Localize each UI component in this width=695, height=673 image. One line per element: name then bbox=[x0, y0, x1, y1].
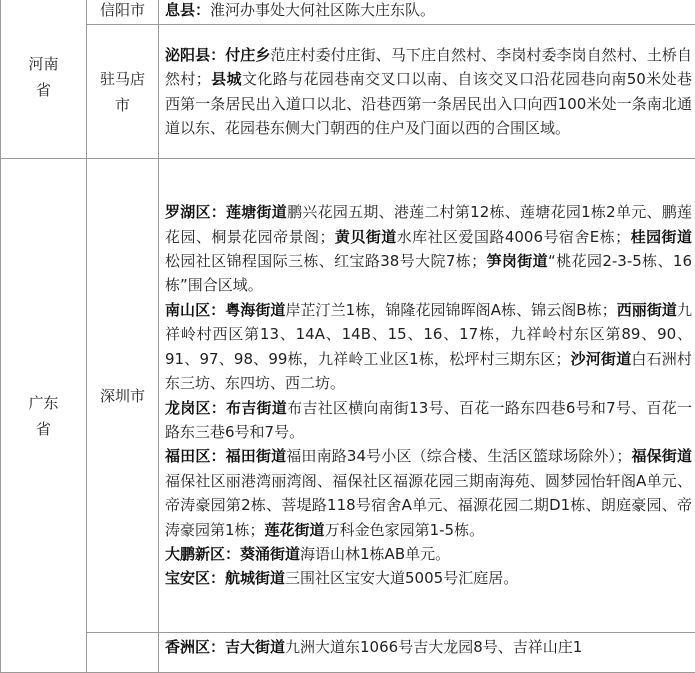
street-label: 黄贝街道 bbox=[334, 228, 396, 246]
district-label: 福田区：福田街道 bbox=[165, 447, 286, 465]
city-cell bbox=[87, 0, 159, 25]
area-text: 淮河办事处大何社区陈大庄东队。 bbox=[210, 1, 435, 19]
area-text: 鹏兴花园五期、港莲二村第12栋、莲塘花园1栋2单元、鹏莲花园、桐景花园帝景阁； bbox=[165, 203, 692, 245]
district-label: 大鹏新区：葵涌街道 bbox=[165, 545, 300, 563]
district-label: 泌阳县：付庄乡 bbox=[165, 46, 270, 64]
area-cell bbox=[159, 0, 695, 25]
area-text: 松园社区锦程国际三栋、红宝路38号大院7栋； bbox=[165, 252, 486, 270]
area-text: 九洲大道东1066号吉大龙园8号、吉祥山庄1 bbox=[285, 638, 582, 656]
city-name: 驻马店市 bbox=[95, 66, 151, 118]
area-cell bbox=[159, 159, 695, 633]
province-cell bbox=[1, 159, 87, 673]
area-text: 文化路与花园巷南交叉口以南、自该交叉口沿花园巷向南50米处巷西第一条居民出入道口以北、沿巷西第一条居民出入口向西100米处一条南北通道以东、花园巷东侧大门朝西的住户及门面以西的合围区域。 bbox=[165, 70, 692, 137]
province-name: 广东省 bbox=[26, 390, 62, 442]
city-cell bbox=[87, 25, 159, 159]
street-label: 桂园街道 bbox=[630, 228, 692, 246]
table-row bbox=[1, 159, 695, 633]
area-paragraph bbox=[165, 200, 692, 298]
district-label: 香洲区：吉大街道 bbox=[165, 638, 285, 656]
area-cell bbox=[159, 25, 695, 159]
area-paragraph bbox=[165, 444, 692, 542]
area-cell bbox=[159, 633, 695, 673]
street-label: 福保街道 bbox=[631, 447, 692, 465]
district-label: 宝安区：航城街道 bbox=[165, 569, 285, 587]
area-paragraph bbox=[165, 396, 692, 445]
area-text: 福田南路34号小区（综合楼、生活区篮球场除外）； bbox=[286, 447, 631, 465]
city-cell bbox=[87, 633, 159, 673]
area-text: 范庄村委付庄街、马下庄自然村、李岗村委李岗自然村、土桥自然村； bbox=[165, 46, 692, 88]
district-label: 龙岗区：布吉街道 bbox=[165, 399, 287, 417]
table-row bbox=[1, 25, 695, 159]
district-label: 息县： bbox=[165, 1, 210, 19]
city-cell bbox=[87, 159, 159, 633]
province-name: 河南省 bbox=[26, 51, 62, 103]
area-paragraph bbox=[165, 298, 692, 396]
street-label: 沙河街道 bbox=[571, 350, 632, 368]
area-text: 万科金色家园第1-5栋。 bbox=[325, 521, 485, 539]
street-label: 西丽街道 bbox=[617, 301, 677, 319]
street-label: 笋岗街道 bbox=[486, 252, 548, 270]
area-text: 海语山林1栋AB单元。 bbox=[300, 545, 450, 563]
area-paragraph bbox=[165, 635, 692, 659]
area-paragraph bbox=[165, 566, 692, 590]
area-text: 福保社区丽港湾丽湾阁、福保社区福源花园三期南海苑、圆梦园怡轩阁A单元、帝涛豪园第2栋、菩堤路118号宿舍A单元、福源花园二期D1栋、朗庭豪园、帝涛豪园第1栋； bbox=[165, 472, 692, 539]
city-name: 信阳市 bbox=[93, 0, 153, 23]
street-label: 莲花街道 bbox=[265, 521, 325, 539]
area-text: 布吉社区横向南街13号、百花一路东四巷6号和7号、百花一路东三巷6号和7号。 bbox=[165, 399, 692, 441]
province-cell bbox=[1, 0, 87, 159]
area-paragraph bbox=[165, 43, 692, 141]
area-text: 水库社区爱国路4006号宿舍E栋； bbox=[397, 228, 630, 246]
district-label: 南山区：粤海街道 bbox=[165, 301, 285, 319]
area-text: 三围社区宝安大道5005号汇庭居。 bbox=[285, 569, 518, 587]
area-paragraph bbox=[165, 542, 692, 566]
area-paragraph bbox=[165, 0, 692, 22]
district-label: 罗湖区：莲塘街道 bbox=[165, 203, 287, 221]
city-name: 深圳市 bbox=[93, 383, 153, 409]
area-text: 岸芷汀兰1栋，锦隆花园锦晖阁A栋、锦云阁B栋； bbox=[285, 301, 616, 319]
table-row bbox=[1, 0, 695, 25]
area-text: “桃花园2-3-5栋、16栋”围合区域。 bbox=[165, 252, 692, 294]
area-text: 白石洲村东三坊、东四坊、西二坊。 bbox=[165, 350, 692, 392]
table-row bbox=[1, 633, 695, 673]
area-text: 九祥岭村西区第13、14A、14B、15、16、17栋，九祥岭村东区第89、90、91、97、98、99栋，九祥岭工业区1栋，松坪村三期东区； bbox=[165, 301, 692, 368]
street-label: 县城 bbox=[211, 70, 242, 88]
